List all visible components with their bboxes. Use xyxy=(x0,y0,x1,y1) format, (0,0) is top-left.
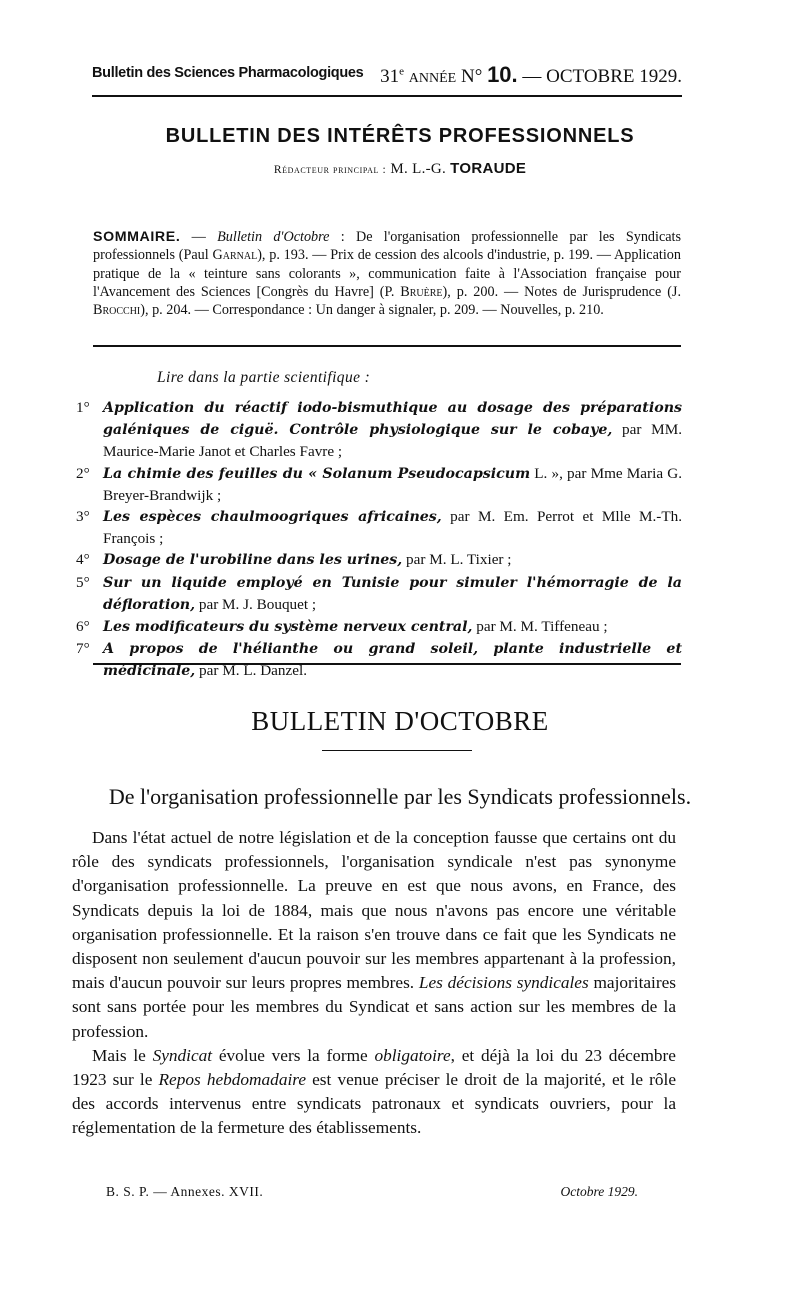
item-authors: par M. J. Bouquet ; xyxy=(195,595,317,613)
issue-date: — OCTOBRE 1929. xyxy=(522,66,682,87)
summary-text: Bulletin d'Octobre xyxy=(217,229,330,245)
number-label: N° xyxy=(460,66,483,87)
item-authors: par MM. Maurice-Marie Janot et Charles Favre ; xyxy=(103,421,682,461)
annee-label: ANNÉE xyxy=(408,71,457,86)
editor-role: Rédacteur principal : xyxy=(273,164,387,176)
item-title: Application du réactif iodo-bismuthique au dosage des préparations galéniques de ciguë. Contrôle physiologique sur le cobaye, xyxy=(103,400,682,439)
paragraph-italic: Repos hebdomadaire xyxy=(158,1070,307,1090)
item-number: 2° xyxy=(76,464,90,482)
year-suffix: e xyxy=(399,65,405,78)
author-name: Garnal xyxy=(212,247,258,264)
summary-text: ), p. 204. — Correspondance : Un danger à signaler, p. 209. — Nouvelles, p. 210. xyxy=(140,302,604,319)
paragraph-text: évolue vers la forme xyxy=(212,1045,375,1065)
section-title: BULLETIN DES INTÉRÊTS PROFESSIONNELS xyxy=(165,125,635,147)
article-body xyxy=(72,826,676,1141)
divider-rule xyxy=(93,663,681,665)
item-title: A propos de l'hélianthe ou grand soleil, plante industrielle et médicinale, xyxy=(103,641,682,680)
article-paragraph xyxy=(72,826,676,1044)
item-title: Les espèces chaulmoogriques africaines, xyxy=(103,509,442,526)
footer-reference: B. S. P. — Annexes. XVII. xyxy=(106,1184,264,1199)
scientific-intro: Lire dans la partie scientifique : xyxy=(157,369,371,386)
item-number: 1° xyxy=(76,399,90,416)
item-number: 6° xyxy=(76,618,90,636)
summary-text: ), p. 200. — Notes de Jurisprudence (J. xyxy=(442,283,681,300)
item-number: 4° xyxy=(76,551,90,569)
item-authors: par M. L. Danzel. xyxy=(195,662,308,680)
summary-paragraph xyxy=(93,228,681,319)
item-number: 5° xyxy=(76,573,90,591)
item-title: Sur un liquide employé en Tunisie pour simuler l'hémorragie de la défloration, xyxy=(103,574,682,613)
list-item xyxy=(76,638,682,682)
contents-list xyxy=(76,397,682,683)
author-name: Bruère xyxy=(400,283,443,300)
list-item xyxy=(76,616,682,638)
list-item xyxy=(76,506,682,549)
item-number: 7° xyxy=(76,640,90,658)
paragraph-text: , et déjà la loi du 23 décembre 1923 sur le xyxy=(72,1045,676,1090)
editor-name: TORAUDE xyxy=(450,160,527,177)
paragraph-text: Mais le xyxy=(92,1045,153,1065)
editor-initials: M. L.-G. xyxy=(390,161,447,177)
paragraph-italic: obligatoire xyxy=(374,1045,451,1065)
bulletin-heading: BULLETIN D'OCTOBRE xyxy=(251,706,549,736)
list-item xyxy=(76,549,682,571)
issue-number: 10. xyxy=(487,62,518,87)
issue-line xyxy=(380,62,682,88)
item-title: La chimie des feuilles du « Solanum Pseudocapsicum xyxy=(103,465,531,482)
summary-label: SOMMAIRE. xyxy=(93,229,181,245)
paragraph-text: est venue préciser le droit de la majorité, et le rôle des accords intervenus entre syndicats patronaux et syndicats ouvriers, pour la réglementation de la fermeture des établissements. xyxy=(72,1070,676,1138)
summary-text: — xyxy=(180,229,218,245)
running-header xyxy=(92,62,682,88)
item-authors: par M. L. Tixier ; xyxy=(402,551,512,569)
editor-line xyxy=(0,160,800,178)
item-authors: par M. Em. Perrot et Mlle M.-Th. François ; xyxy=(103,508,682,548)
paragraph-text: majoritaires sont sans portée pour les membres du Syndicat et sans action sur les membres de la profession. xyxy=(72,973,676,1041)
item-title: Dosage de l'urobiline dans les urines, xyxy=(103,552,403,569)
item-title: Les modificateurs du système nerveux central, xyxy=(103,619,473,636)
article-title: De l'organisation professionnelle par les Syndicats professionnels. xyxy=(108,784,692,809)
item-number: 3° xyxy=(76,508,90,526)
item-authors: par M. M. Tiffeneau ; xyxy=(472,618,608,636)
journal-title: Bulletin des Sciences Pharmacologiques xyxy=(92,65,364,81)
paragraph-text: Dans l'état actuel de notre législation et de la conception fausse que certains ont du rôle des syndicats professionnels, l'organisation syndicale n'est pas synonyme d'organisation professionnelle. La preuve en est que nous avons, en France, des Syndicats depuis la loi de 1884, mais que nous n'avons pas encore une véritable organisation professionnelle. Et la raison s'en trouve dans ce fait que les Syndicats ne disposent non seulement d'aucun pouvoir sur les membres appartenant à la profession, mais d'aucun pouvoir sur leurs propres membres. xyxy=(72,828,676,993)
footer-date: Octobre 1929. xyxy=(560,1184,638,1199)
divider-rule xyxy=(93,345,681,347)
paragraph-italic: Les décisions syndicales xyxy=(418,973,589,993)
article-paragraph xyxy=(72,1044,676,1141)
year-number: 31 xyxy=(380,66,400,87)
author-name: Brocchi xyxy=(93,302,141,319)
paragraph-italic: Syndicat xyxy=(152,1045,213,1065)
list-item xyxy=(76,463,682,506)
header-rule xyxy=(92,95,682,97)
summary-text: ), p. 193. — Prix de cession des alcools d'industrie, p. 199. — Application pratique de la « teinture sans colorants », communication faite à l'Association française pour l'Avancement des Sciences [Congrès du Havre] (P. xyxy=(93,247,681,300)
summary-text: : De l'organisation professionnelle par les Syndicats professionnels (Paul xyxy=(93,229,681,264)
list-item xyxy=(76,572,682,616)
heading-underline xyxy=(322,750,472,751)
list-item xyxy=(76,397,682,463)
item-authors: L. », par Mme Maria G. Breyer-Brandwijk ; xyxy=(103,464,682,504)
